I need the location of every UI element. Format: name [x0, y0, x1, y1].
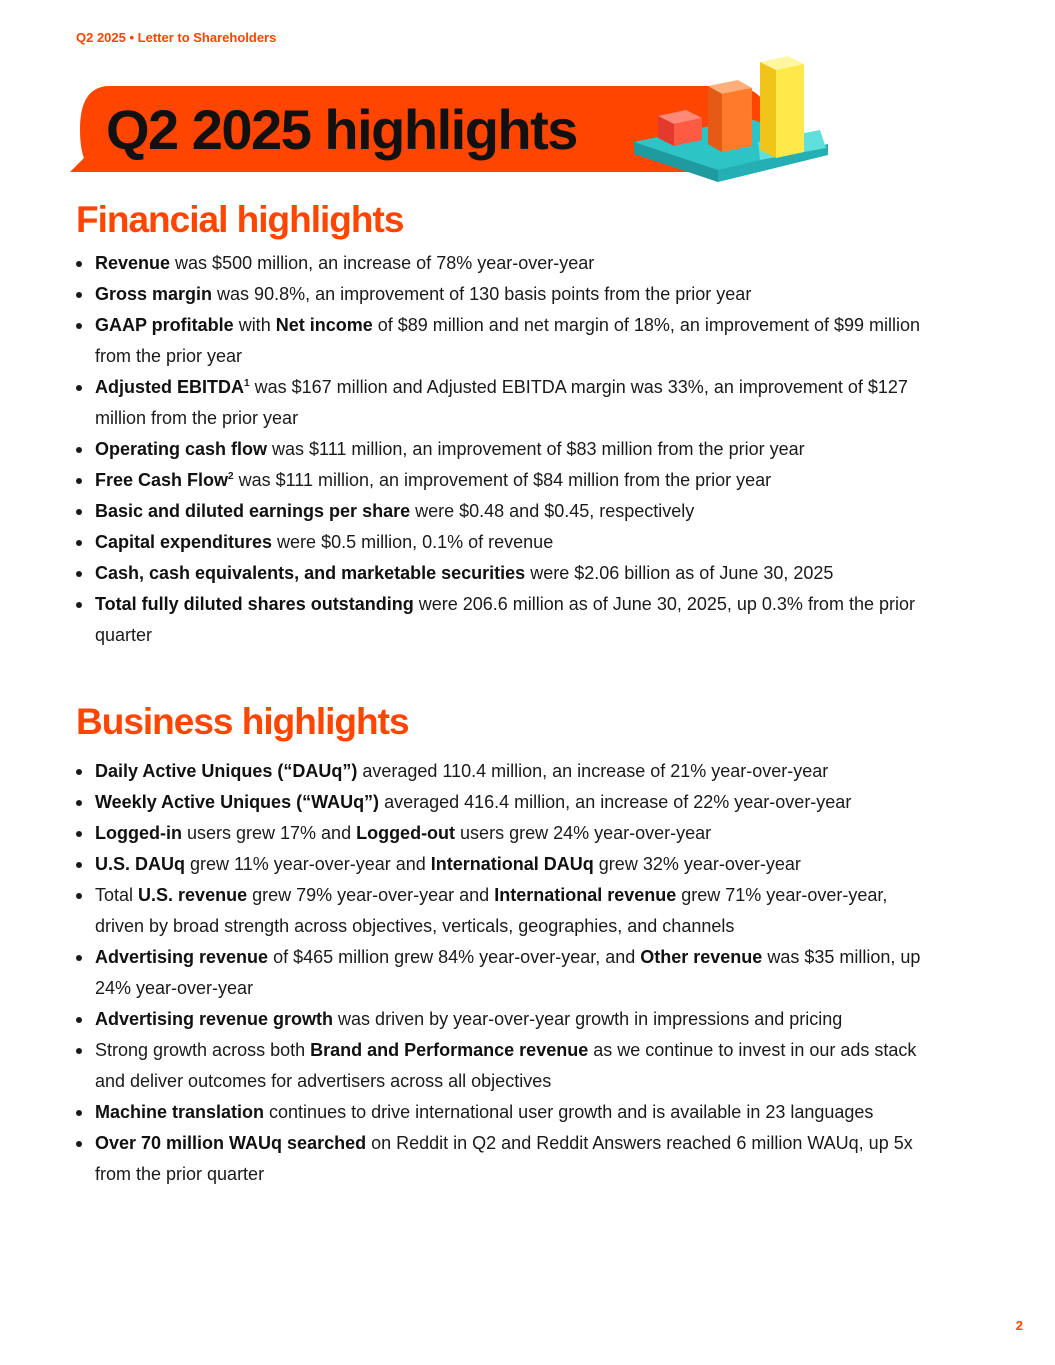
- financial-highlights-list: [76, 248, 936, 651]
- financial-highlights-heading: Financial highlights: [76, 199, 404, 240]
- highlight-text: Total: [95, 885, 139, 905]
- highlight-text: of $89 million and net margin of 18%, an improvement of $99 million from the prior year: [95, 315, 921, 366]
- highlight-text: grew 32% year-over-year: [593, 854, 801, 874]
- highlight-item: [76, 496, 936, 527]
- highlight-text: averaged 416.4 million, an increase of 22% year-over-year: [379, 792, 852, 812]
- highlight-term: U.S. revenue: [138, 885, 248, 905]
- highlight-term: Logged-out: [356, 823, 456, 843]
- highlight-item: [76, 849, 936, 880]
- highlight-term: Machine translation: [95, 1102, 265, 1122]
- business-highlights-list: [76, 756, 936, 1190]
- highlight-term: Basic and diluted earnings per share: [95, 501, 411, 521]
- highlight-item: [76, 465, 936, 496]
- highlight-term: Operating cash flow: [95, 439, 268, 459]
- highlight-text: were $2.06 billion as of June 30, 2025: [525, 563, 834, 583]
- highlight-item: [76, 527, 936, 558]
- highlight-text: were $0.48 and $0.45, respectively: [410, 501, 695, 521]
- highlight-term: Gross margin: [95, 284, 213, 304]
- highlight-term: Daily Active Uniques (“DAUq”): [95, 761, 358, 781]
- highlight-term: U.S. DAUq: [95, 854, 185, 874]
- footnote-marker: 1: [244, 378, 250, 389]
- highlight-text: was 90.8%, an improvement of 130 basis points from the prior year: [212, 284, 752, 304]
- highlight-term: Other revenue: [640, 947, 763, 967]
- highlight-text: users grew 17% and: [181, 823, 357, 843]
- highlight-item: [76, 880, 936, 942]
- highlight-item: [76, 558, 936, 589]
- highlight-term: Cash, cash equivalents, and marketable securities: [95, 563, 526, 583]
- highlight-item: [76, 756, 936, 787]
- highlight-text: users grew 24% year-over-year: [455, 823, 712, 843]
- highlight-term: International revenue: [494, 885, 677, 905]
- highlight-item: [76, 248, 936, 279]
- highlight-term: Over 70 million WAUq searched: [95, 1133, 367, 1153]
- highlight-item: [76, 372, 936, 434]
- bar-chart-icon: [628, 52, 838, 187]
- highlight-item: [76, 434, 936, 465]
- highlight-term: Free Cash Flow: [95, 470, 229, 490]
- highlight-text: was $35 million, up 24% year-over-year: [95, 947, 921, 998]
- highlight-text: was $111 million, an improvement of $83 million from the prior year: [267, 439, 805, 459]
- highlight-item: [76, 1004, 936, 1035]
- business-highlights-heading: Business highlights: [76, 701, 409, 742]
- highlight-term: Net income: [275, 315, 373, 335]
- highlight-text: as we continue to invest in our ads stack and deliver outcomes for advertisers across all objectives: [95, 1040, 917, 1091]
- highlight-item: [76, 787, 936, 818]
- running-header: Q2 2025 • Letter to Shareholders: [76, 30, 277, 45]
- highlight-item: [76, 1035, 936, 1097]
- page-title: Q2 2025 highlights: [106, 98, 577, 161]
- highlight-term: International DAUq: [430, 854, 594, 874]
- highlight-term: Advertising revenue: [95, 947, 269, 967]
- highlight-text: averaged 110.4 million, an increase of 21% year-over-year: [357, 761, 829, 781]
- highlight-text: was $167 million and Adjusted EBITDA margin was 33%, an improvement of $127 million from the prior year: [95, 377, 908, 428]
- highlight-term: Total fully diluted shares outstanding: [95, 594, 414, 614]
- highlight-text: was $500 million, an increase of 78% year-over-year: [170, 253, 595, 273]
- highlight-item: [76, 589, 936, 651]
- highlight-text: was driven by year-over-year growth in impressions and pricing: [333, 1009, 843, 1029]
- highlight-text: with: [233, 315, 276, 335]
- page-number: 2: [1015, 1318, 1023, 1333]
- highlight-text: grew 11% year-over-year and: [185, 854, 431, 874]
- highlight-term: Capital expenditures: [95, 532, 273, 552]
- highlight-text: on Reddit in Q2 and Reddit Answers reached 6 million WAUq, up 5x from the prior quarter: [95, 1133, 913, 1184]
- highlight-text: Strong growth across both: [95, 1040, 311, 1060]
- highlight-text: continues to drive international user growth and is available in 23 languages: [264, 1102, 874, 1122]
- highlight-term: Logged-in: [95, 823, 182, 843]
- highlight-term: Weekly Active Uniques (“WAUq”): [95, 792, 380, 812]
- highlight-item: [76, 279, 936, 310]
- highlight-text: were $0.5 million, 0.1% of revenue: [272, 532, 554, 552]
- highlight-item: [76, 818, 936, 849]
- highlight-term: Brand and Performance revenue: [310, 1040, 589, 1060]
- highlight-term: Advertising revenue growth: [95, 1009, 334, 1029]
- highlight-text: grew 79% year-over-year and: [247, 885, 495, 905]
- highlight-item: [76, 310, 936, 372]
- highlight-term: GAAP profitable: [95, 315, 234, 335]
- highlight-text: were 206.6 million as of June 30, 2025, up 0.3% from the prior quarter: [95, 594, 915, 645]
- highlight-item: [76, 1097, 936, 1128]
- highlight-item: [76, 1128, 936, 1190]
- highlight-term: Adjusted EBITDA: [95, 377, 245, 397]
- highlight-text: grew 71% year-over-year, driven by broad strength across objectives, verticals, geographies, and channels: [95, 885, 888, 936]
- highlight-text: was $111 million, an improvement of $84 million from the prior year: [233, 470, 772, 490]
- highlight-term: Revenue: [95, 253, 171, 273]
- footnote-marker: 2: [228, 471, 234, 482]
- highlight-text: of $465 million grew 84% year-over-year, and: [268, 947, 641, 967]
- highlight-item: [76, 942, 936, 1004]
